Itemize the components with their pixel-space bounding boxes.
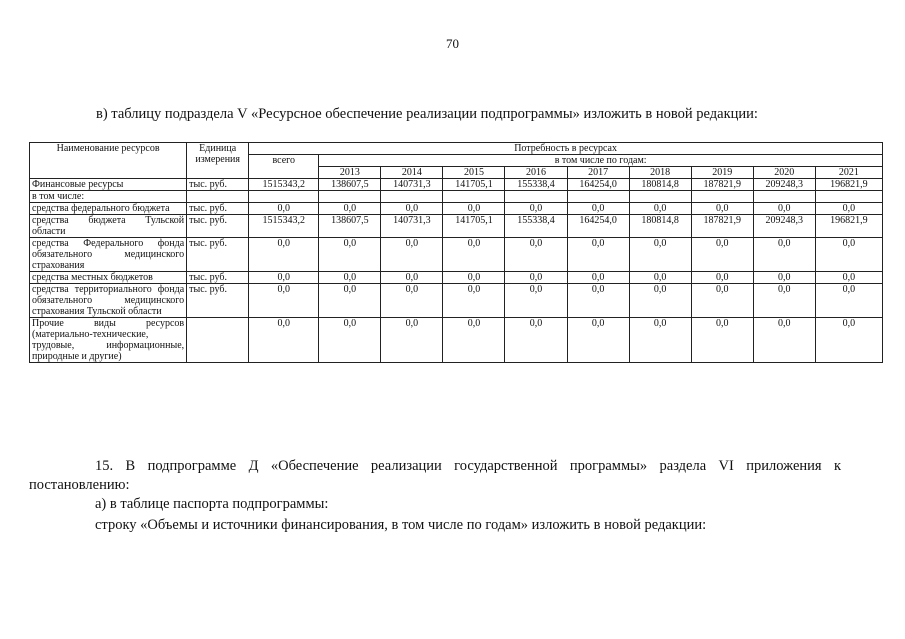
header-row-1 xyxy=(30,143,883,155)
row-year-value-cell: 187821,9 xyxy=(691,215,753,238)
row-year-value-cell: 140731,3 xyxy=(381,215,443,238)
row-year-value-cell xyxy=(381,191,443,203)
row-year-value-cell: 0,0 xyxy=(815,238,882,272)
row-year-value-cell: 0,0 xyxy=(505,238,567,272)
row-year-value-cell: 0,0 xyxy=(691,284,753,318)
row-year-value-cell xyxy=(443,191,505,203)
row-year-value-cell: 0,0 xyxy=(629,203,691,215)
row-year-value-cell: 0,0 xyxy=(381,272,443,284)
header-total: всего xyxy=(249,155,319,179)
row-total-cell: 0,0 xyxy=(249,238,319,272)
row-year-value-cell xyxy=(815,191,882,203)
row-total-cell: 1515343,2 xyxy=(249,179,319,191)
row-year-value-cell: 0,0 xyxy=(753,238,815,272)
row-name-cell: средства Федерального фонда обязательного медицинского страхования xyxy=(30,238,187,272)
row-name-cell: средства территориального фонда обязательного медицинского страхования Тульской области xyxy=(30,284,187,318)
row-name-cell: Финансовые ресурсы xyxy=(30,179,187,191)
row-year-value-cell: 209248,3 xyxy=(753,179,815,191)
row-year-value-cell: 0,0 xyxy=(691,238,753,272)
row-year-value-cell xyxy=(691,191,753,203)
row-year-value-cell: 0,0 xyxy=(381,238,443,272)
row-year-value-cell: 0,0 xyxy=(629,238,691,272)
header-year: 2017 xyxy=(567,167,629,179)
row-name-cell: в том числе: xyxy=(30,191,187,203)
row-year-value-cell: 0,0 xyxy=(629,284,691,318)
row-year-value-cell: 0,0 xyxy=(319,318,381,363)
row-name-cell: средства бюджета Тульской области xyxy=(30,215,187,238)
row-year-value-cell: 0,0 xyxy=(629,318,691,363)
resources-table-body xyxy=(30,143,883,363)
row-year-value-cell: 0,0 xyxy=(443,318,505,363)
line-b: строку «Объемы и источники финансирования, в том числе по годам» изложить в новой редакции: xyxy=(95,517,707,533)
row-total-cell: 0,0 xyxy=(249,203,319,215)
row-name-cell: средства федерального бюджета xyxy=(30,203,187,215)
row-year-value-cell: 0,0 xyxy=(505,284,567,318)
row-year-value-cell: 0,0 xyxy=(753,203,815,215)
row-total-cell: 0,0 xyxy=(249,284,319,318)
row-year-value-cell: 0,0 xyxy=(505,272,567,284)
row-unit-cell: тыс. руб. xyxy=(187,215,249,238)
row-year-value-cell: 155338,4 xyxy=(505,179,567,191)
row-year-value-cell: 164254,0 xyxy=(567,179,629,191)
row-year-value-cell xyxy=(505,191,567,203)
row-year-value-cell: 141705,1 xyxy=(443,215,505,238)
row-year-value-cell: 196821,9 xyxy=(815,215,882,238)
row-unit-cell: тыс. руб. xyxy=(187,203,249,215)
row-year-value-cell: 0,0 xyxy=(443,284,505,318)
page-number: 70 xyxy=(446,36,459,51)
row-unit-cell: тыс. руб. xyxy=(187,238,249,272)
table-row xyxy=(30,191,883,203)
header-year: 2021 xyxy=(815,167,882,179)
row-year-value-cell: 0,0 xyxy=(319,203,381,215)
table-row xyxy=(30,272,883,284)
row-year-value-cell: 0,0 xyxy=(443,272,505,284)
row-total-cell: 0,0 xyxy=(249,318,319,363)
resources-table xyxy=(29,142,883,363)
row-year-value-cell: 0,0 xyxy=(567,272,629,284)
table-row xyxy=(30,179,883,191)
row-year-value-cell: 0,0 xyxy=(691,272,753,284)
table-row xyxy=(30,238,883,272)
row-total-cell: 0,0 xyxy=(249,272,319,284)
row-year-value-cell: 0,0 xyxy=(319,272,381,284)
row-year-value-cell: 0,0 xyxy=(753,272,815,284)
row-unit-cell xyxy=(187,318,249,363)
row-unit-cell: тыс. руб. xyxy=(187,272,249,284)
header-year: 2014 xyxy=(381,167,443,179)
row-total-cell: 1515343,2 xyxy=(249,215,319,238)
header-year: 2018 xyxy=(629,167,691,179)
header-unit: Единица измерения xyxy=(187,143,249,179)
header-year: 2013 xyxy=(319,167,381,179)
row-year-value-cell: 0,0 xyxy=(443,203,505,215)
row-year-value-cell: 140731,3 xyxy=(381,179,443,191)
row-year-value-cell: 138607,5 xyxy=(319,179,381,191)
row-year-value-cell: 0,0 xyxy=(815,318,882,363)
header-year: 2020 xyxy=(753,167,815,179)
row-unit-cell xyxy=(187,191,249,203)
row-year-value-cell xyxy=(753,191,815,203)
intro-text: в) таблицу подраздела V «Ресурсное обеспечение реализации подпрограммы» изложить в новой редакции: xyxy=(96,106,758,122)
row-year-value-cell: 141705,1 xyxy=(443,179,505,191)
table-row xyxy=(30,318,883,363)
row-name-cell: средства местных бюджетов xyxy=(30,272,187,284)
row-year-value-cell xyxy=(567,191,629,203)
table-row xyxy=(30,215,883,238)
row-year-value-cell: 0,0 xyxy=(753,318,815,363)
row-year-value-cell: 164254,0 xyxy=(567,215,629,238)
row-year-value-cell: 0,0 xyxy=(319,284,381,318)
header-name: Наименование ресурсов xyxy=(30,143,187,179)
row-year-value-cell: 0,0 xyxy=(567,284,629,318)
row-year-value-cell: 209248,3 xyxy=(753,215,815,238)
row-year-value-cell: 138607,5 xyxy=(319,215,381,238)
row-total-cell xyxy=(249,191,319,203)
row-year-value-cell: 0,0 xyxy=(381,318,443,363)
row-year-value-cell: 0,0 xyxy=(567,238,629,272)
row-year-value-cell: 0,0 xyxy=(815,272,882,284)
row-year-value-cell: 0,0 xyxy=(319,238,381,272)
row-year-value-cell: 0,0 xyxy=(505,203,567,215)
row-year-value-cell: 0,0 xyxy=(443,238,505,272)
table-row xyxy=(30,284,883,318)
row-year-value-cell: 0,0 xyxy=(629,272,691,284)
paragraph-15: 15. В подпрограмме Д «Обеспечение реализации государственной программы» раздела VI приложения к постановлению: xyxy=(29,458,841,493)
row-year-value-cell: 0,0 xyxy=(381,284,443,318)
row-year-value-cell: 0,0 xyxy=(691,203,753,215)
row-year-value-cell: 180814,8 xyxy=(629,179,691,191)
row-year-value-cell xyxy=(319,191,381,203)
table-row xyxy=(30,203,883,215)
row-year-value-cell: 0,0 xyxy=(815,284,882,318)
row-year-value-cell: 0,0 xyxy=(753,284,815,318)
row-year-value-cell: 0,0 xyxy=(691,318,753,363)
row-year-value-cell: 0,0 xyxy=(815,203,882,215)
header-year: 2015 xyxy=(443,167,505,179)
row-year-value-cell: 196821,9 xyxy=(815,179,882,191)
row-year-value-cell: 0,0 xyxy=(567,318,629,363)
row-year-value-cell: 180814,8 xyxy=(629,215,691,238)
header-need: Потребность в ресурсах xyxy=(249,143,883,155)
header-year: 2019 xyxy=(691,167,753,179)
row-year-value-cell: 0,0 xyxy=(505,318,567,363)
row-year-value-cell: 0,0 xyxy=(381,203,443,215)
header-by-years: в том числе по годам: xyxy=(319,155,883,167)
row-unit-cell: тыс. руб. xyxy=(187,179,249,191)
row-name-cell: Прочие виды ресурсов (материально-технические, трудовые, информационные, природные и другие) xyxy=(30,318,187,363)
row-year-value-cell: 155338,4 xyxy=(505,215,567,238)
row-year-value-cell xyxy=(629,191,691,203)
row-year-value-cell: 187821,9 xyxy=(691,179,753,191)
header-year: 2016 xyxy=(505,167,567,179)
row-unit-cell: тыс. руб. xyxy=(187,284,249,318)
line-a: а) в таблице паспорта подпрограммы: xyxy=(95,496,329,512)
row-year-value-cell: 0,0 xyxy=(567,203,629,215)
